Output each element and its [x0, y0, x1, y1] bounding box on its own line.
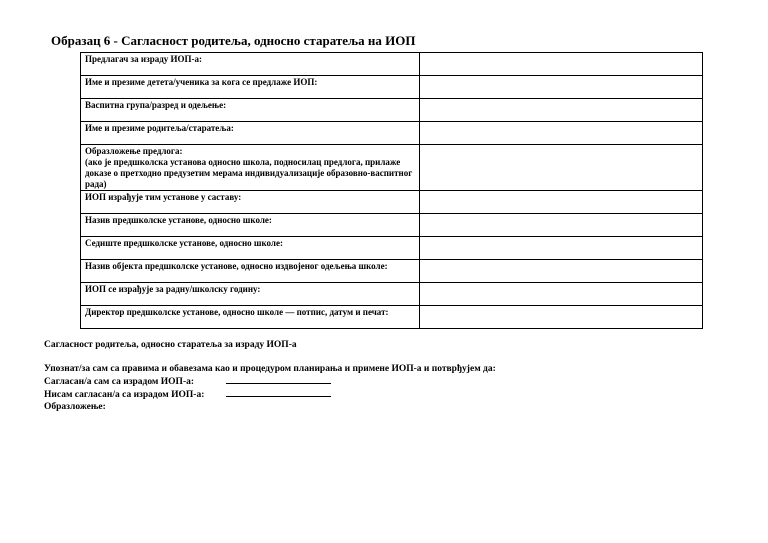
table-row	[81, 99, 703, 122]
row-label-parent-name: Име и презиме родитеља/старатеља:	[81, 122, 420, 145]
agree-line	[44, 375, 496, 388]
consent-heading: Сагласност родитеља, односно старатеља за израду ИОП-а	[44, 340, 297, 350]
explanation-label: Образложење:	[44, 402, 106, 412]
row-value-director-signature[interactable]	[420, 306, 703, 329]
row-label-school-name: Назив предшколске установе, односно школе:	[81, 214, 420, 237]
table-row	[81, 122, 703, 145]
row-value-school-name[interactable]	[420, 214, 703, 237]
row-value-justification[interactable]	[420, 145, 703, 191]
informed-statement: Упознат/за сам са правима и обавезама као и процедуром планирања и примене ИОП-а и потврђујем да:	[44, 364, 496, 374]
table-row	[81, 76, 703, 99]
table-row	[81, 53, 703, 76]
table-row	[81, 237, 703, 260]
row-value-team[interactable]	[420, 191, 703, 214]
row-value-student-name[interactable]	[420, 76, 703, 99]
agree-label: Сагласан/а сам са израдом ИОП-а:	[44, 377, 195, 387]
row-value-school-year[interactable]	[420, 283, 703, 306]
row-value-parent-name[interactable]	[420, 122, 703, 145]
table-row	[81, 306, 703, 329]
disagree-line	[44, 388, 496, 401]
row-value-group-class[interactable]	[420, 99, 703, 122]
agree-signature-field[interactable]	[226, 375, 331, 384]
row-value-school-seat[interactable]	[420, 237, 703, 260]
row-label-school-year: ИОП се израђује за радну/школску годину:	[81, 283, 420, 306]
row-value-facility-name[interactable]	[420, 260, 703, 283]
row-label-proposer: Предлагач за израду ИОП-а:	[81, 53, 420, 76]
disagree-signature-field[interactable]	[226, 388, 331, 397]
row-label-facility-name: Назив објекта предшколске установе, односно издвојеног одељења школе:	[81, 260, 420, 283]
proposal-form-table	[80, 52, 703, 329]
row-value-proposer[interactable]	[420, 53, 703, 76]
table-row	[81, 191, 703, 214]
row-label-team: ИОП израђује тим установе у саставу:	[81, 191, 420, 214]
row-label-justification: Образложење предлога: (ако је предшколска установа односно школа, подносилац предлога, прилаже доказе о претходно предузетим мерама индивидуализације образовно-васпитног рада)	[81, 145, 420, 191]
table-row	[81, 145, 703, 191]
table-row	[81, 260, 703, 283]
table-row	[81, 214, 703, 237]
row-label-student-name: Име и презиме детета/ученика за кога се предлаже ИОП:	[81, 76, 420, 99]
disagree-label: Нисам сагласан/а са израдом ИОП-а:	[44, 390, 205, 400]
row-label-school-seat: Седиште предшколске установе, односно школе:	[81, 237, 420, 260]
table-row	[81, 283, 703, 306]
consent-section	[44, 363, 496, 413]
row-label-group-class: Васпитна група/разред и одељење:	[81, 99, 420, 122]
page-title: Образац 6 - Сагласност родитеља, односно старатеља на ИОП	[51, 33, 416, 48]
row-label-director-signature: Директор предшколске установе, односно школе — потпис, датум и печат:	[81, 306, 420, 329]
